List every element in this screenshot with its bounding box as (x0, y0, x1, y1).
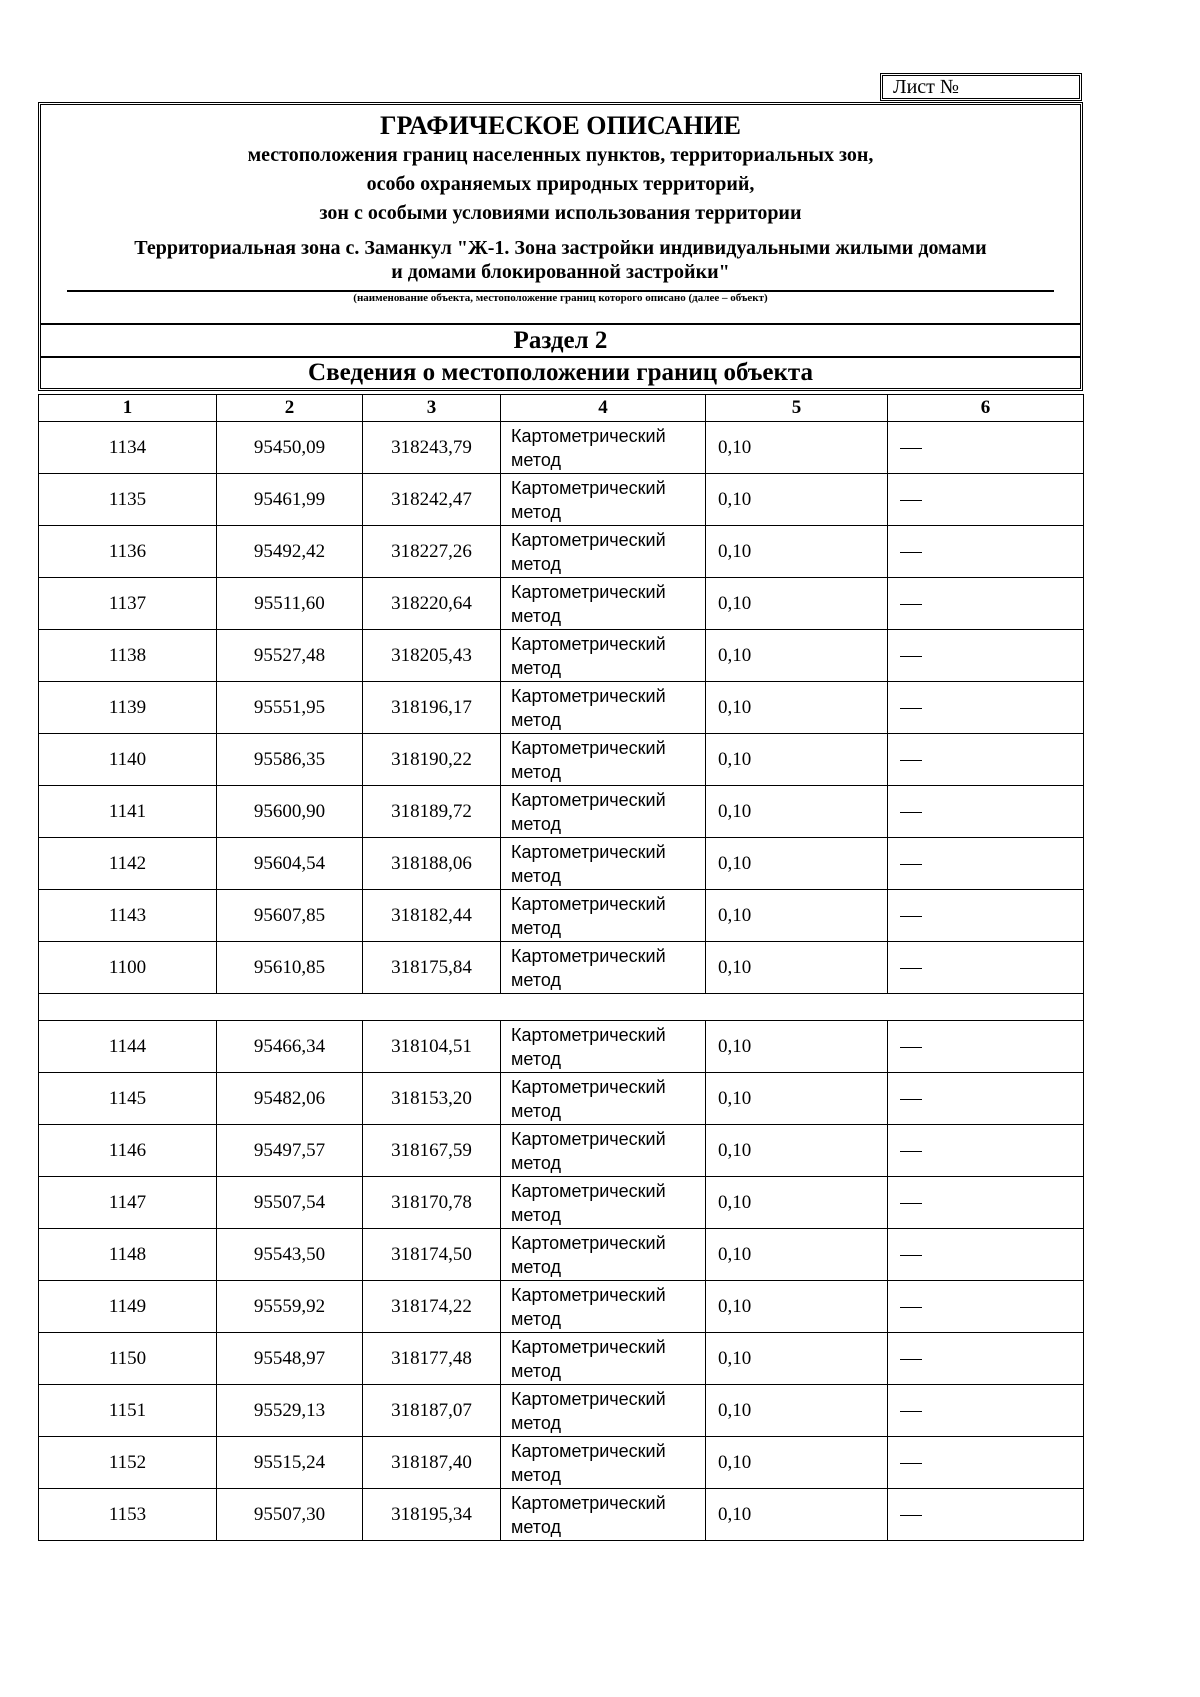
contour-separator-row (39, 994, 1084, 1021)
empty-dash (900, 1359, 922, 1360)
description-cell (888, 1385, 1084, 1437)
column-header-2: 2 (217, 395, 363, 422)
method-cell (501, 578, 706, 630)
coordinate-y: 318243,79 (363, 422, 501, 474)
point-number: 1145 (39, 1073, 217, 1125)
point-number: 1152 (39, 1437, 217, 1489)
method-cell (501, 526, 706, 578)
empty-dash (900, 1515, 922, 1516)
point-number: 1100 (39, 942, 217, 994)
accuracy-value: 0,10 (706, 1229, 888, 1281)
description-cell (888, 1437, 1084, 1489)
empty-dash (900, 552, 922, 553)
description-cell (888, 474, 1084, 526)
method-cell (501, 1125, 706, 1177)
table-row (39, 1229, 1084, 1281)
accuracy-value: 0,10 (706, 1073, 888, 1125)
method-line-1: Картометрический (511, 1336, 666, 1357)
method-cell (501, 682, 706, 734)
description-cell (888, 1281, 1084, 1333)
table-row (39, 786, 1084, 838)
point-number: 1142 (39, 838, 217, 890)
point-number: 1150 (39, 1333, 217, 1385)
method-line-2: метод (511, 917, 561, 938)
contour-separator-cell (39, 994, 1084, 1021)
subtitle-line-1: местоположения границ населенных пунктов, территориальных зон, (247, 144, 874, 166)
coordinate-x: 95607,85 (217, 890, 363, 942)
coordinate-y: 318175,84 (363, 942, 501, 994)
table-row (39, 1385, 1084, 1437)
method-cell (501, 786, 706, 838)
method-cell (501, 1489, 706, 1541)
method-line-1: Картометрический (511, 1024, 666, 1045)
empty-dash (900, 916, 922, 917)
accuracy-value: 0,10 (706, 422, 888, 474)
description-cell (888, 526, 1084, 578)
point-number: 1151 (39, 1385, 217, 1437)
column-header-5: 5 (706, 395, 888, 422)
column-header-3: 3 (363, 395, 501, 422)
method-line-1: Картометрический (511, 893, 666, 914)
empty-dash (900, 1047, 922, 1048)
accuracy-value: 0,10 (706, 1021, 888, 1073)
method-cell (501, 942, 706, 994)
point-number: 1140 (39, 734, 217, 786)
empty-dash (900, 1255, 922, 1256)
point-number: 1143 (39, 890, 217, 942)
method-cell (501, 630, 706, 682)
table-row (39, 838, 1084, 890)
point-number: 1146 (39, 1125, 217, 1177)
empty-dash (900, 1463, 922, 1464)
accuracy-value: 0,10 (706, 630, 888, 682)
coordinate-y: 318174,22 (363, 1281, 501, 1333)
description-cell (888, 422, 1084, 474)
description-cell (888, 1229, 1084, 1281)
empty-dash (900, 760, 922, 761)
empty-dash (900, 968, 922, 969)
coordinates-table (38, 394, 1084, 1541)
method-line-2: метод (511, 969, 561, 990)
description-cell (888, 890, 1084, 942)
coordinate-x: 95600,90 (217, 786, 363, 838)
empty-dash (900, 864, 922, 865)
description-cell (888, 786, 1084, 838)
coordinate-x: 95482,06 (217, 1073, 363, 1125)
table-row (39, 682, 1084, 734)
column-header-4: 4 (501, 395, 706, 422)
method-cell (501, 838, 706, 890)
document-header (38, 102, 1083, 391)
method-cell (501, 1229, 706, 1281)
method-line-2: метод (511, 1412, 561, 1433)
table-row (39, 630, 1084, 682)
method-cell (501, 734, 706, 786)
table-row (39, 1333, 1084, 1385)
coordinate-x: 95559,92 (217, 1281, 363, 1333)
coordinate-y: 318187,07 (363, 1385, 501, 1437)
table-row (39, 890, 1084, 942)
method-cell (501, 890, 706, 942)
coordinate-x: 95507,54 (217, 1177, 363, 1229)
method-line-2: метод (511, 1048, 561, 1069)
method-line-2: метод (511, 501, 561, 522)
table-row (39, 1281, 1084, 1333)
method-line-1: Картометрический (511, 1128, 666, 1149)
method-cell (501, 474, 706, 526)
coordinate-x: 95548,97 (217, 1333, 363, 1385)
point-number: 1137 (39, 578, 217, 630)
coordinate-x: 95610,85 (217, 942, 363, 994)
table-header-row (39, 395, 1084, 422)
table-row (39, 1125, 1084, 1177)
coordinate-x: 95507,30 (217, 1489, 363, 1541)
object-name-line-1: Территориальная зона с. Заманкул "Ж-1. Зона застройки индивидуальными жилыми домами (134, 237, 987, 259)
section-divider (41, 323, 1080, 325)
method-line-2: метод (511, 1204, 561, 1225)
accuracy-value: 0,10 (706, 838, 888, 890)
point-number: 1147 (39, 1177, 217, 1229)
method-line-1: Картометрический (511, 945, 666, 966)
table-body (39, 422, 1084, 1541)
coordinate-x: 95529,13 (217, 1385, 363, 1437)
method-line-1: Картометрический (511, 1180, 666, 1201)
method-line-2: метод (511, 813, 561, 834)
method-line-2: метод (511, 761, 561, 782)
method-line-2: метод (511, 605, 561, 626)
method-line-1: Картометрический (511, 633, 666, 654)
subtitle-line-3: зон с особыми условиями использования территории (319, 202, 802, 224)
method-cell (501, 1437, 706, 1489)
method-cell (501, 1333, 706, 1385)
coordinate-x: 95543,50 (217, 1229, 363, 1281)
method-line-1: Картометрический (511, 841, 666, 862)
method-line-1: Картометрический (511, 1492, 666, 1513)
accuracy-value: 0,10 (706, 1177, 888, 1229)
point-number: 1138 (39, 630, 217, 682)
point-number: 1139 (39, 682, 217, 734)
coordinate-x: 95450,09 (217, 422, 363, 474)
empty-dash (900, 1307, 922, 1308)
coordinate-x: 95492,42 (217, 526, 363, 578)
table-row (39, 1489, 1084, 1541)
method-line-2: метод (511, 1516, 561, 1537)
table-row (39, 578, 1084, 630)
coordinate-x: 95497,57 (217, 1125, 363, 1177)
coordinate-x: 95511,60 (217, 578, 363, 630)
table-row (39, 526, 1084, 578)
accuracy-value: 0,10 (706, 1333, 888, 1385)
coordinate-y: 318174,50 (363, 1229, 501, 1281)
coordinate-y: 318187,40 (363, 1437, 501, 1489)
description-cell (888, 1021, 1084, 1073)
method-cell (501, 1073, 706, 1125)
point-number: 1149 (39, 1281, 217, 1333)
accuracy-value: 0,10 (706, 1281, 888, 1333)
table-row (39, 1437, 1084, 1489)
empty-dash (900, 1099, 922, 1100)
coordinate-y: 318104,51 (363, 1021, 501, 1073)
empty-dash (900, 604, 922, 605)
coordinate-y: 318190,22 (363, 734, 501, 786)
description-cell (888, 838, 1084, 890)
empty-dash (900, 500, 922, 501)
coordinate-y: 318188,06 (363, 838, 501, 890)
accuracy-value: 0,10 (706, 1437, 888, 1489)
method-line-1: Картометрический (511, 1388, 666, 1409)
method-cell (501, 1021, 706, 1073)
method-line-1: Картометрический (511, 1284, 666, 1305)
method-line-1: Картометрический (511, 789, 666, 810)
coordinate-y: 318196,17 (363, 682, 501, 734)
point-number: 1141 (39, 786, 217, 838)
method-cell (501, 1177, 706, 1229)
empty-dash (900, 448, 922, 449)
method-line-1: Картометрический (511, 425, 666, 446)
method-cell (501, 1385, 706, 1437)
method-line-1: Картометрический (511, 685, 666, 706)
table-row (39, 1073, 1084, 1125)
coordinate-y: 318227,26 (363, 526, 501, 578)
point-number: 1135 (39, 474, 217, 526)
sheet-number-box (880, 73, 1082, 101)
document-title: ГРАФИЧЕСКОЕ ОПИСАНИЕ (380, 111, 741, 140)
method-line-1: Картометрический (511, 529, 666, 550)
description-cell (888, 942, 1084, 994)
coordinate-y: 318242,47 (363, 474, 501, 526)
method-line-1: Картометрический (511, 1440, 666, 1461)
point-number: 1153 (39, 1489, 217, 1541)
method-line-2: метод (511, 1360, 561, 1381)
table-row (39, 942, 1084, 994)
empty-dash (900, 708, 922, 709)
object-name-line-2: и домами блокированной застройки" (391, 261, 730, 283)
table-row (39, 422, 1084, 474)
coordinate-y: 318177,48 (363, 1333, 501, 1385)
accuracy-value: 0,10 (706, 734, 888, 786)
object-name-note: (наименование объекта, местоположение границ которого описано (далее – объект) (353, 292, 768, 304)
method-line-1: Картометрический (511, 1232, 666, 1253)
empty-dash (900, 656, 922, 657)
description-cell (888, 1125, 1084, 1177)
point-number: 1148 (39, 1229, 217, 1281)
method-line-2: метод (511, 1308, 561, 1329)
accuracy-value: 0,10 (706, 942, 888, 994)
method-cell (501, 1281, 706, 1333)
coordinate-y: 318170,78 (363, 1177, 501, 1229)
method-line-2: метод (511, 1464, 561, 1485)
coordinate-x: 95604,54 (217, 838, 363, 890)
section-number: Раздел 2 (513, 327, 608, 354)
coordinate-y: 318195,34 (363, 1489, 501, 1541)
method-cell (501, 422, 706, 474)
accuracy-value: 0,10 (706, 1125, 888, 1177)
sheet-number-label: Лист № (893, 76, 959, 98)
coordinate-y: 318189,72 (363, 786, 501, 838)
coordinate-y: 318153,20 (363, 1073, 501, 1125)
accuracy-value: 0,10 (706, 1489, 888, 1541)
empty-dash (900, 1203, 922, 1204)
description-cell (888, 1489, 1084, 1541)
accuracy-value: 0,10 (706, 1385, 888, 1437)
method-line-1: Картометрический (511, 581, 666, 602)
description-cell (888, 682, 1084, 734)
coordinate-x: 95461,99 (217, 474, 363, 526)
method-line-1: Картометрический (511, 1076, 666, 1097)
method-line-2: метод (511, 657, 561, 678)
coordinate-y: 318167,59 (363, 1125, 501, 1177)
method-line-2: метод (511, 1152, 561, 1173)
description-cell (888, 1177, 1084, 1229)
accuracy-value: 0,10 (706, 890, 888, 942)
coordinate-x: 95527,48 (217, 630, 363, 682)
description-cell (888, 578, 1084, 630)
table-row (39, 1177, 1084, 1229)
method-line-1: Картометрический (511, 477, 666, 498)
empty-dash (900, 812, 922, 813)
method-line-2: метод (511, 553, 561, 574)
section-title: Сведения о местоположении границ объекта (308, 359, 813, 386)
description-cell (888, 630, 1084, 682)
coordinate-x: 95515,24 (217, 1437, 363, 1489)
point-number: 1136 (39, 526, 217, 578)
accuracy-value: 0,10 (706, 786, 888, 838)
method-line-1: Картометрический (511, 737, 666, 758)
description-cell (888, 734, 1084, 786)
column-header-6: 6 (888, 395, 1084, 422)
coordinate-x: 95466,34 (217, 1021, 363, 1073)
table-row (39, 734, 1084, 786)
description-cell (888, 1073, 1084, 1125)
method-line-2: метод (511, 449, 561, 470)
table-row (39, 474, 1084, 526)
coordinate-x: 95551,95 (217, 682, 363, 734)
method-line-2: метод (511, 1100, 561, 1121)
accuracy-value: 0,10 (706, 578, 888, 630)
subtitle-line-2: особо охраняемых природных территорий, (366, 173, 755, 195)
accuracy-value: 0,10 (706, 526, 888, 578)
accuracy-value: 0,10 (706, 682, 888, 734)
section-title-divider (41, 356, 1080, 358)
description-cell (888, 1333, 1084, 1385)
point-number: 1134 (39, 422, 217, 474)
coordinate-x: 95586,35 (217, 734, 363, 786)
coordinate-y: 318182,44 (363, 890, 501, 942)
column-header-1: 1 (39, 395, 217, 422)
table-row (39, 1021, 1084, 1073)
method-line-2: метод (511, 865, 561, 886)
empty-dash (900, 1151, 922, 1152)
method-line-2: метод (511, 709, 561, 730)
method-line-2: метод (511, 1256, 561, 1277)
empty-dash (900, 1411, 922, 1412)
point-number: 1144 (39, 1021, 217, 1073)
accuracy-value: 0,10 (706, 474, 888, 526)
coordinate-y: 318205,43 (363, 630, 501, 682)
coordinate-y: 318220,64 (363, 578, 501, 630)
